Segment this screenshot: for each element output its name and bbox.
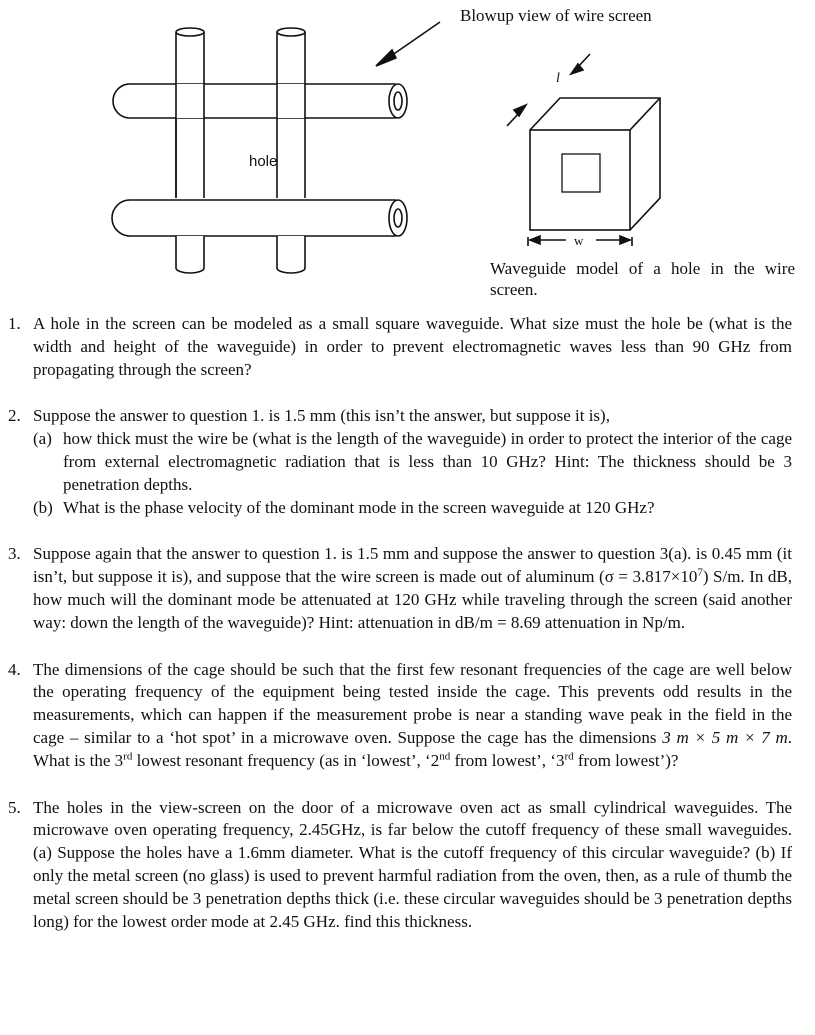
horizontal-wire-bottom [112, 200, 407, 236]
length-symbol: l [556, 71, 560, 86]
question-4 [8, 659, 792, 773]
question-text: Suppose the answer to question 1. is 1.5 mm (this isn’t the answer, but suppose it is), [33, 406, 610, 426]
question-number: 2. [8, 406, 21, 426]
question-list [0, 313, 815, 933]
question-number: 3. [8, 544, 21, 564]
question-3 [8, 543, 792, 634]
question-text-end: from lowest’)? [577, 750, 679, 770]
ordinal-nd: nd [439, 750, 451, 763]
waveguide-cube [507, 54, 660, 246]
question-2-part-b [33, 497, 792, 520]
question-1 [8, 313, 792, 381]
ordinal-rd: rd [123, 750, 133, 763]
question-number: 1. [8, 314, 21, 333]
cage-dimensions: 3 m × 5 m × 7 m [662, 727, 788, 747]
blowup-caption: Blowup view of wire screen [460, 6, 652, 25]
question-text: A hole in the screen can be modeled as a small square waveguide. What size must the hole be (what is the width and height of the waveguide) in order to prevent electromagnetic waves less than 90 GHz from propagating through the screen? [33, 314, 792, 379]
vertical-wire-right [277, 28, 305, 90]
vertical-wire-left [176, 28, 204, 90]
width-symbol: w [574, 233, 584, 248]
question-text-mid2: lowest resonant frequency (as in ‘lowest’, ‘2 [136, 750, 440, 770]
pointer-arrow [376, 22, 440, 66]
part-text: What is the phase velocity of the dominant mode in the screen waveguide at 120 GHz? [63, 497, 655, 517]
question-text-mid3: from lowest’, ‘3 [454, 750, 565, 770]
ordinal-rd-2: rd [564, 750, 574, 763]
part-text: how thick must the wire be (what is the length of the waveguide) in order to protect the interior of the cage from external electromagnetic radiation that is less than 10 GHz? Hint: The thickness should be 3 penetration depths. [63, 429, 792, 494]
horizontal-wire-top [113, 84, 407, 118]
question-5 [8, 797, 792, 934]
question-2-part-a [33, 428, 792, 496]
question-number: 4. [8, 659, 21, 679]
sigma-exponent: 7 [697, 566, 703, 579]
hole-label: hole [249, 153, 278, 170]
question-text: The dimensions of the cage should be such that the first few resonant frequencies of the cage are well below the operating frequency of the equipment being tested inside the cage. This prevents odd results in the measurements, which can happen if the measurement probe is near a standing wave peak in the field in the cage – similar to a ‘hot spot’ in a microwave oven. Suppose the cage has the dimensions [33, 659, 792, 747]
part-label: (b) [33, 497, 53, 517]
part-label: (a) [33, 429, 52, 449]
question-number: 5. [8, 797, 21, 817]
question-text-continued: ) S/m. In dB, how much will the dominant mode be attenuated at 120 GHz while traveling through the screen (said another way: down the length of the waveguide)? Hint: attenuation in dB/m = 8.69 attenuation in Np/m. [33, 567, 792, 632]
waveguide-caption: Waveguide model of a hole in the wire screen. [490, 259, 795, 299]
sigma-expression: (σ = 3.817×10 [599, 567, 698, 587]
question-2 [8, 405, 792, 519]
question-text: The holes in the view-screen on the door of a microwave oven act as small cylindrical waveguides. The microwave oven operating frequency, 2.45GHz, is far below the cutoff frequency of these small waveguides. (a) Suppose the holes have a 1.6mm diameter. What is the cutoff frequency of this circular waveguide? (b) If only the metal screen (no glass) is used to prevent harmful radiation from the oven, then, as a rule of thumb the metal screen should be 3 penetration depths thick (i.e. these circular waveguides should be 3 penetration depths long) for the lowest order mode at 2.45 GHz. find this thickness. [33, 797, 792, 931]
question-text-mid: . What is the 3 [33, 727, 792, 770]
question-text: Suppose again that the answer to question 1. is 1.5 mm and suppose the answer to question 3(a). is 0.45 mm (it isn’t, but suppose it is), and suppose that the wire screen is made out of aluminum [33, 544, 792, 587]
